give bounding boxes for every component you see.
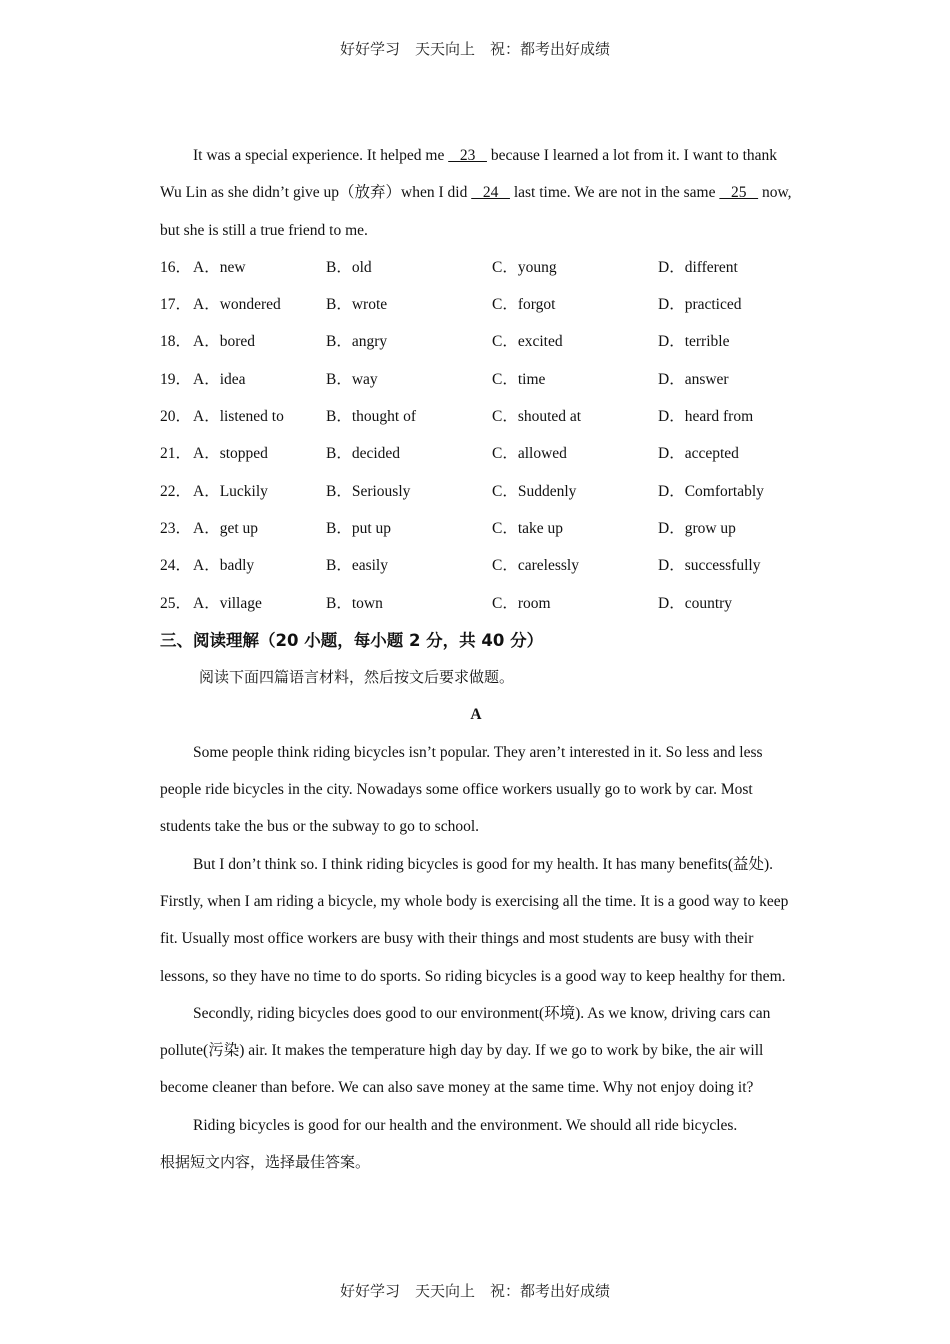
question-number: 16． xyxy=(160,258,192,276)
page-footer: 好好学习 天天向上 祝：都考出好成绩 xyxy=(339,1282,610,1300)
passage-text: now, but she is still a true friend to me. xyxy=(160,184,792,239)
section-instruction: 阅读下面四篇语言材料，然后按文后要求做题。 xyxy=(199,668,515,687)
question-number: 19． xyxy=(160,370,192,388)
option-c: C．young xyxy=(492,258,557,276)
page-content xyxy=(160,137,792,1181)
option-a: A．get up xyxy=(193,519,259,537)
option-a: A．Luckily xyxy=(193,482,268,500)
option-d: D．country xyxy=(658,594,733,612)
option-b: B．decided xyxy=(326,445,401,463)
question-number: 20． xyxy=(160,408,192,426)
option-a: A．idea xyxy=(193,370,246,388)
passage-text: It was a special experience. It helped me xyxy=(193,147,449,164)
option-a: A．bored xyxy=(193,333,255,351)
passage-a-paragraph-1: Some people think riding bicycles isn’t popular. They aren’t interested in it. So less and less people ride bicycles in the city. Nowadays some office workers usually go to work by car. Most students take the bus or the subway to go to school. xyxy=(160,743,763,836)
passage-label: A xyxy=(470,706,482,724)
question-number: 25． xyxy=(160,594,192,612)
option-d: D．different xyxy=(658,258,738,276)
option-a: A．new xyxy=(193,258,246,276)
section-title: 三、阅读理解（20 小题，每小题 2 分，共 40 分） xyxy=(160,630,544,650)
question-row xyxy=(160,398,792,435)
passage-a-paragraph-4: Riding bicycles is good for our health and the environment. We should all ride bicycles. xyxy=(193,1116,738,1134)
question-number: 22． xyxy=(160,482,192,500)
option-c: C．take up xyxy=(492,519,564,537)
option-c: C．allowed xyxy=(492,445,567,463)
option-b: B．wrote xyxy=(326,296,388,314)
question-list xyxy=(160,249,792,622)
option-b: B．angry xyxy=(326,333,388,351)
question-row xyxy=(160,510,792,547)
option-c: C．forgot xyxy=(492,296,556,314)
option-c: C．carelessly xyxy=(492,557,579,575)
page-header: 好好学习 天天向上 祝：都考出好成绩 xyxy=(339,40,610,58)
blank-25: 25 xyxy=(719,184,759,202)
blank-23: 23 xyxy=(448,147,487,164)
option-a: A．village xyxy=(193,594,262,612)
option-c: C．excited xyxy=(492,333,563,351)
question-row xyxy=(160,435,792,472)
option-c: C．room xyxy=(492,594,551,612)
question-row xyxy=(160,547,792,584)
question-row xyxy=(160,361,792,398)
option-c: C．shouted at xyxy=(492,408,582,426)
question-number: 24． xyxy=(160,557,192,575)
option-b: B．thought of xyxy=(326,408,416,426)
option-d: D．grow up xyxy=(658,519,736,537)
option-c: C．time xyxy=(492,370,546,388)
question-row xyxy=(160,286,792,323)
option-b: B．way xyxy=(326,370,378,388)
blank-24: 24 xyxy=(471,184,510,202)
passage-a-paragraph-3: Secondly, riding bicycles does good to our environment(环境). As we know, driving cars can pollute(污染) air. It makes the temperature high day by day. If we go to work by bike, the air will become cleaner than before. We can also save money at the same time. Why not enjoy doing it? xyxy=(160,1004,771,1097)
question-row xyxy=(160,323,792,360)
option-b: B．town xyxy=(326,594,383,612)
question-row xyxy=(160,249,792,286)
option-a: A．stopped xyxy=(193,445,268,463)
option-b: B．put up xyxy=(326,519,392,537)
question-number: 23． xyxy=(160,519,192,537)
option-b: B．easily xyxy=(326,557,388,575)
question-number: 17． xyxy=(160,296,192,314)
task-instruction: 根据短文内容，选择最佳答案。 xyxy=(160,1153,371,1172)
passage-text: because I learned a lot from it. I want to thank Wu Lin as she didn’t give up（放弃）when I did xyxy=(160,147,778,202)
option-d: D．terrible xyxy=(658,333,730,351)
option-d: D．accepted xyxy=(658,445,739,463)
option-d: D．practiced xyxy=(658,296,742,314)
passage-text: last time. We are not in the same xyxy=(509,184,720,202)
option-d: D．answer xyxy=(658,370,729,388)
option-a: A．wondered xyxy=(193,296,281,314)
question-row xyxy=(160,473,792,510)
option-d: D．successfully xyxy=(658,557,761,575)
question-row xyxy=(160,585,792,622)
option-b: B．Seriously xyxy=(326,482,411,500)
option-b: B．old xyxy=(326,258,372,276)
option-d: D．heard from xyxy=(658,408,754,426)
passage-a-paragraph-2: But I don’t think so. I think riding bicycles is good for my health. It has many benefits(益处). Firstly, when I am riding a bicycle, my whole body is exercising all the time. It is a good way to keep fit. Usually most office workers are busy with their things and most students are busy with their lessons, so they have no time to do sports. So riding bicycles is a good way to keep healthy for them. xyxy=(160,855,789,985)
option-d: D．Comfortably xyxy=(658,482,764,500)
question-number: 21． xyxy=(160,445,192,463)
question-number: 18． xyxy=(160,333,192,351)
option-a: A．badly xyxy=(193,557,255,575)
option-c: C．Suddenly xyxy=(492,482,577,500)
option-a: A．listened to xyxy=(193,408,284,426)
passage-ending-paragraph xyxy=(160,137,792,249)
